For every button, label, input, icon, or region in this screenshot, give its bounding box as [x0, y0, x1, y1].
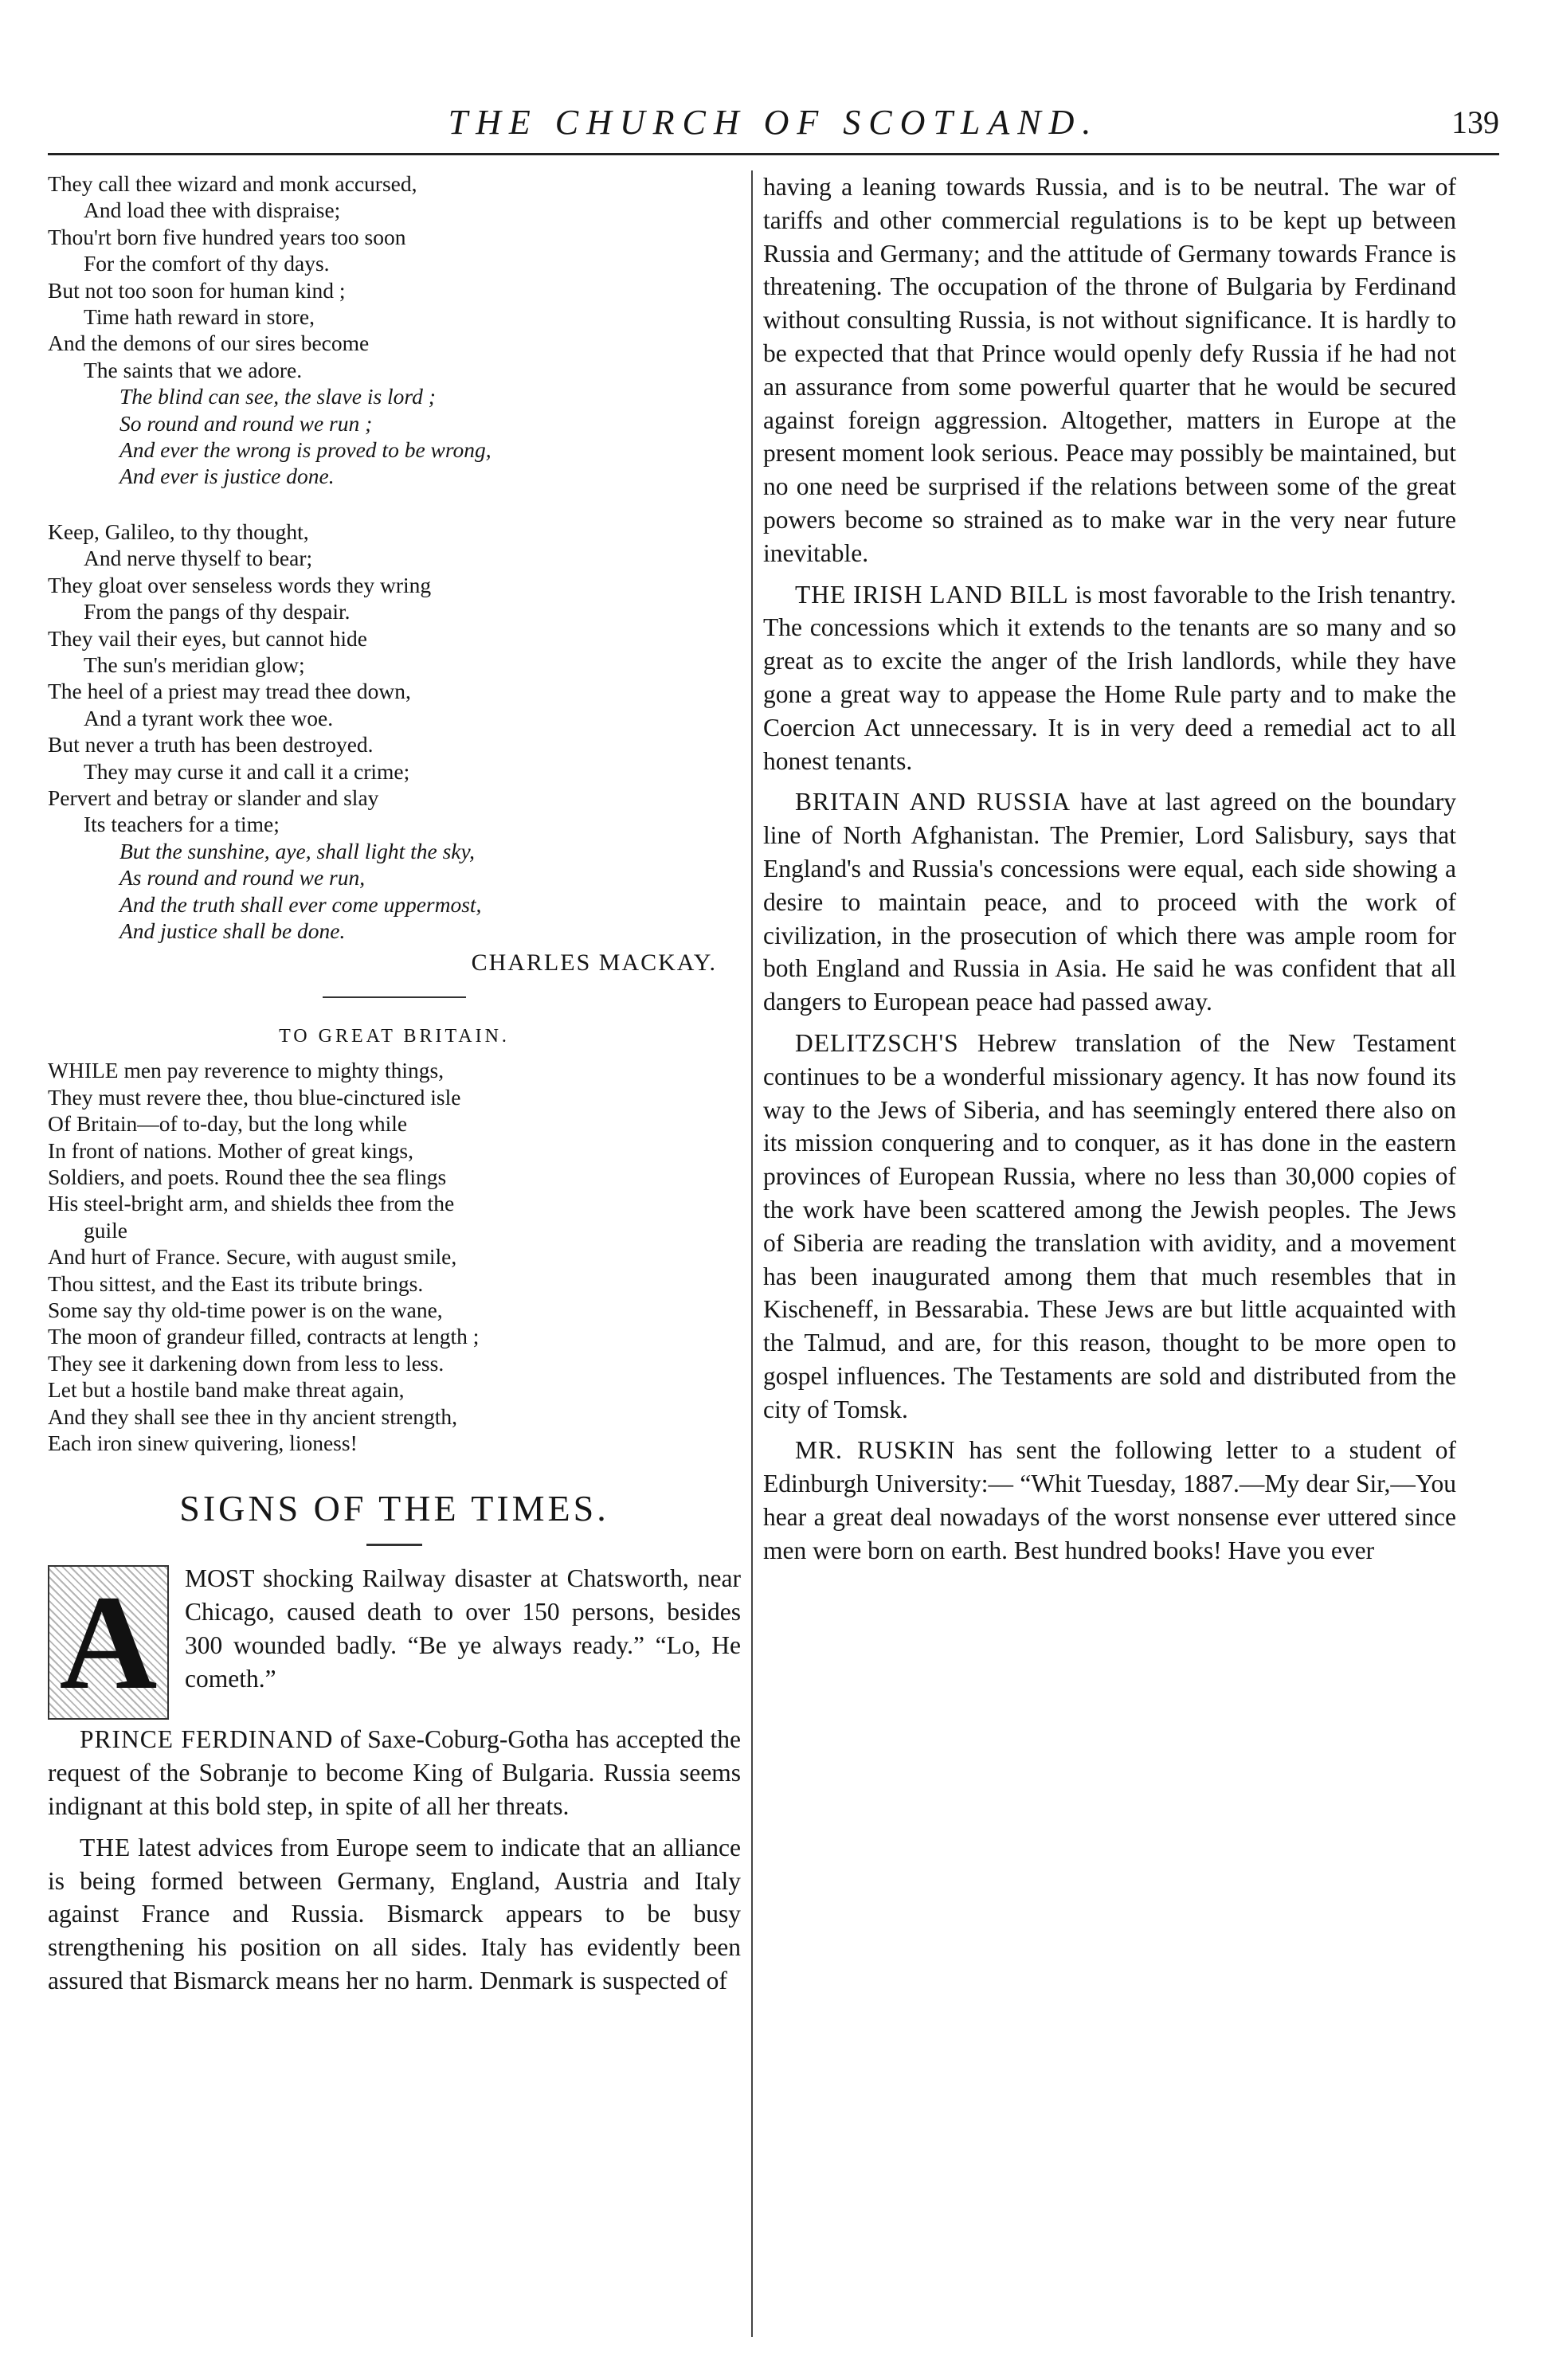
- poem-line: Of Britain—of to-day, but the long while: [48, 1111, 408, 1137]
- poem-line: From the pangs of thy despair.: [84, 599, 351, 624]
- news-paragraph: [48, 1723, 741, 1822]
- left-column: [48, 170, 741, 2006]
- poem-line: They must revere thee, thou blue-cinctured isle: [48, 1084, 461, 1110]
- paragraph-body: has sent the following letter to a student of Edinburgh University:— “Whit Tuesday, 1887.—My dear Sir,—You hear a great deal nowadays of the worst nonsense ever uttered since men were born on earth. Best hundred books! Have you ever: [763, 1436, 1456, 1564]
- poem-line: Some say thy old-time power is on the wane,: [48, 1298, 443, 1323]
- poem-line: And they shall see thee in thy ancient strength,: [48, 1403, 457, 1429]
- poem-great-britain: [48, 1022, 741, 1456]
- poem-line: The sun's meridian glow;: [84, 652, 305, 677]
- paragraph-lead: PRINCE FERDINAND: [80, 1725, 334, 1754]
- poem-lines: [48, 1057, 741, 1456]
- poem-line: They vail their eyes, but cannot hide: [48, 625, 367, 651]
- poem-line: The saints that we adore.: [84, 357, 303, 382]
- stanza-gap: [48, 490, 741, 519]
- poem-line: And the truth shall ever come uppermost,: [119, 891, 482, 917]
- paragraph-lead: THE IRISH LAND BILL: [795, 580, 1069, 609]
- paragraph-lead: THE: [80, 1833, 131, 1861]
- paragraph-body: Hebrew translation of the New Testament continues to be a wonderful missionary agency. It has now found its way to the Jews of Siberia, and has seemingly entered there also on its mission conquering and to conquer, as it has done in the eastern provinces of European Russia, where no less than 30,000 copies of the work have been scattered among the Jewish peoples. The Jews of Siberia are reading the translation with avidity, and a movement has been inaugurated among them that much resembles that in Kischeneff, in Bessarabia. These Jews are but little acquainted with the Talmud, and are, for this reason, thought to be more open to gospel influences. The Testaments are sold and distributed from the city of Tomsk.: [763, 1028, 1456, 1423]
- paragraph-body: have at last agreed on the boundary line of North Afghanistan. The Premier, Lord Salisbury, says that England's and Russia's concessions were equal, each side showing a desire to maintain peace, and to proceed with the work of civilization, in the prosecution of which there was ample room for both England and Russia in Asia. He said he was confident that all dangers to European peace had passed away.: [763, 788, 1456, 1016]
- news-paragraph: [763, 170, 1456, 570]
- poem-stanza-1: [48, 170, 741, 490]
- page-header: [48, 99, 1499, 147]
- page-number: 139: [1451, 104, 1499, 140]
- news-paragraph: [763, 1027, 1456, 1427]
- left-paragraphs: [48, 1723, 741, 1997]
- poem-line: Its teachers for a time;: [84, 812, 280, 837]
- poem-line: Soldiers, and poets. Round thee the sea flings: [48, 1165, 447, 1189]
- poem-line: And hurt of France. Secure, with august smile,: [48, 1244, 457, 1270]
- poem-line: So round and round we run ;: [119, 410, 373, 436]
- paragraph-body: latest advices from Europe seem to indicate that an alliance is being formed between Germany, England, Austria and Italy against France and Russia. Bismarck appears to be busy strengthening his position on all sides. Italy has evidently been assured that Bismarck means her no harm. Denmark is suspected of: [48, 1833, 741, 1995]
- poem-line: And justice shall be done.: [119, 918, 346, 943]
- paragraph-lead: DELITZSCH'S: [795, 1028, 959, 1057]
- heading-rule: [366, 1544, 422, 1546]
- poem-line: And load thee with dispraise;: [84, 198, 341, 223]
- dropcap-paragraph: [48, 1562, 741, 1723]
- poem-line: And ever is justice done.: [119, 464, 335, 489]
- poem-line: guile: [84, 1217, 127, 1243]
- news-paragraph: [763, 785, 1456, 1019]
- poem-line: The blind can see, the slave is lord ;: [119, 384, 436, 409]
- column-divider: [751, 170, 753, 2337]
- poem-line: But not too soon for human kind ;: [48, 277, 346, 303]
- paragraph-body: is most favorable to the Irish tenantry. The concessions which it extends to the tenants are so many and so great as to excite the anger of the Irish landlords, while they have gone a great way to appease the Home Rule party and to make the Coercion Act unnecessary. It is in very deed a remedial act to all honest tenants.: [763, 580, 1456, 775]
- poem-line: But the sunshine, aye, shall light the sky,: [119, 838, 476, 863]
- poem-line: The moon of grandeur filled, contracts at length ;: [48, 1324, 480, 1349]
- poem-line: They see it darkening down from less to less.: [48, 1350, 445, 1376]
- poem-line: Pervert and betray or slander and slay: [48, 785, 379, 810]
- ornamental-dropcap: [48, 1565, 169, 1720]
- header-rule: [48, 153, 1499, 155]
- poem-line: They gloat over senseless words they wring: [48, 572, 432, 597]
- poem-separator-rule: [323, 996, 466, 998]
- right-column: [763, 170, 1456, 1576]
- paragraph-body: having a leaning towards Russia, and is to be neutral. The war of tariffs and other commercial regulations is to be kept up between Russia and Germany; and the attitude of Germany towards France is threatening. The occupation of the throne of Bulgaria by Ferdinand without consulting Russia, is not without significance. It is hardly to be expected that that Prince would openly defy Russia if he had not an assurance from some powerful quarter that he would be secured against foreign aggression. Altogether, matters in Europe at the present moment look serious. Peace may possibly be maintained, but no one need be surprised if the relations between some of the great powers become so strained as to make war in the very near future inevitable.: [763, 173, 1456, 567]
- running-title: THE CHURCH OF SCOTLAND.: [448, 103, 1099, 142]
- poem-line: His steel-bright arm, and shields thee from the: [48, 1191, 455, 1216]
- poem-galileo: [48, 170, 741, 979]
- poem-line: Each iron sinew quivering, lioness!: [48, 1431, 358, 1456]
- poem-line: Let but a hostile band make threat again,: [48, 1377, 405, 1403]
- dropcap-text: MOST shocking Railway disaster at Chatsworth, near Chicago, caused death to over 150 persons, besides 300 wounded badly. “Be ye always ready.” “Lo, He cometh.”: [185, 1564, 741, 1693]
- news-paragraph: [48, 1831, 741, 1998]
- poem-line: Time hath reward in store,: [84, 304, 315, 330]
- poem-line: And the demons of our sires become: [48, 331, 370, 356]
- poem-line: And ever the wrong is proved to be wrong,: [119, 437, 492, 463]
- poem-line: Thou'rt born five hundred years too soon: [48, 224, 406, 249]
- dropcap-letter: A: [49, 1567, 167, 1718]
- section-heading: SIGNS OF THE TIMES.: [179, 1488, 609, 1529]
- poem-line: WHILE men pay reverence to mighty things,: [48, 1058, 445, 1083]
- right-paragraphs: [763, 170, 1456, 1568]
- poem-line: And nerve thyself to bear;: [84, 546, 313, 571]
- poem-line: In front of nations. Mother of great kings,: [48, 1137, 414, 1163]
- news-paragraph: [763, 578, 1456, 778]
- poem-line: Thou sittest, and the East its tribute brings.: [48, 1270, 424, 1296]
- paragraph-lead: BRITAIN AND RUSSIA: [795, 788, 1071, 816]
- poem-line: As round and round we run,: [119, 865, 366, 891]
- paragraph-lead: MR. RUSKIN: [795, 1436, 956, 1465]
- poem-line: Keep, Galileo, to thy thought,: [48, 519, 309, 544]
- poem-title: TO GREAT BRITAIN.: [279, 1026, 510, 1047]
- poem-line: They call thee wizard and monk accursed,: [48, 171, 417, 196]
- poem-line: They may curse it and call it a crime;: [84, 758, 410, 784]
- poem-stanza-2: [48, 519, 741, 945]
- poem-line: For the comfort of thy days.: [84, 251, 330, 276]
- paragraph-body: of Saxe-Coburg-Gotha has accepted the request of the Sobranje to become King of Bulgaria. Russia seems indignant at this bold step, in spite of all her threats.: [48, 1725, 741, 1821]
- poem-line: But never a truth has been destroyed.: [48, 732, 374, 757]
- poem-line: And a tyrant work thee woe.: [84, 705, 334, 730]
- poem-signature: CHARLES MACKAY.: [471, 949, 717, 977]
- poem-line: The heel of a priest may tread thee down,: [48, 679, 411, 704]
- news-paragraph: [763, 1434, 1456, 1567]
